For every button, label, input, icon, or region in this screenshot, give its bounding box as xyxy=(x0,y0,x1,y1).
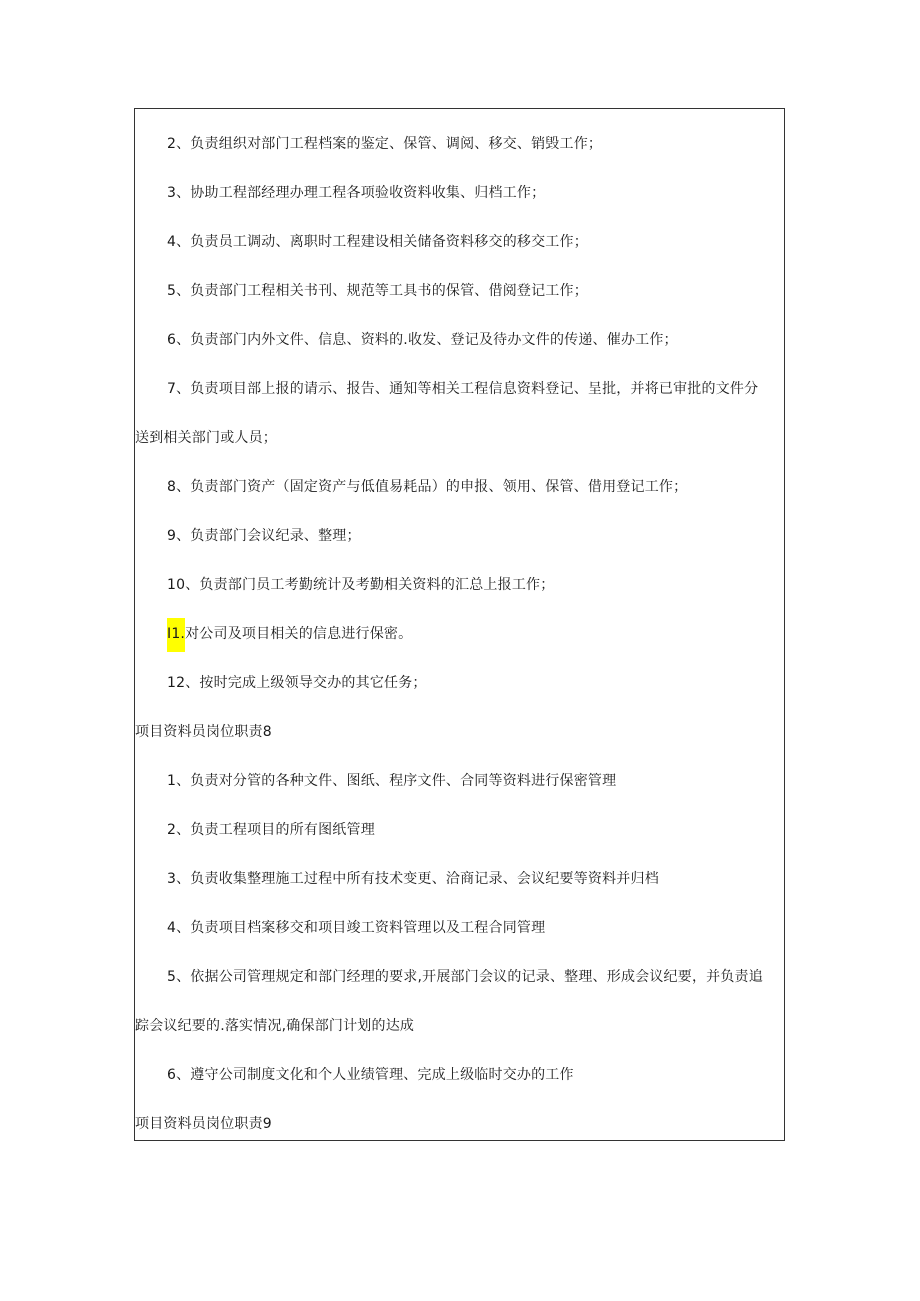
duty-8-item-5-continuation: 踪会议纪要的.落实情况,确保部门计划的达成 xyxy=(135,1018,415,1034)
duty-item-7-continuation: 送到相关部门或人员； xyxy=(135,430,277,446)
duty-8-item-4: 4、负责项目档案移交和项目竣工资料管理以及工程合同管理 xyxy=(167,920,546,936)
duty-item-12: 12、按时完成上级领导交办的其它任务； xyxy=(167,675,427,691)
duty-item-9: 9、负责部门会议纪录、整理； xyxy=(167,528,361,544)
duty-item-7: 7、负责项目部上报的请示、报告、通知等相关工程信息资料登记、呈批，并将已审批的文件分 xyxy=(167,381,759,397)
duty-8-item-5: 5、依据公司管理规定和部门经理的要求,开展部门会议的记录、整理、形成会议纪要，并负责追 xyxy=(167,969,763,985)
duty-8-item-3: 3、负责收集整理施工过程中所有技术变更、洽商记录、会议纪要等资料并归档 xyxy=(167,871,659,887)
duty-item-11-text: 对公司及项目相关的信息进行保密。 xyxy=(185,626,413,642)
duty-item-10: 10、负责部门员工考勤统计及考勤相关资料的汇总上报工作； xyxy=(167,577,555,593)
highlighted-number: I1. xyxy=(167,618,185,652)
duty-item-3: 3、协助工程部经理办理工程各项验收资料收集、归档工作； xyxy=(167,185,546,201)
duty-8-item-6: 6、遵守公司制度文化和个人业绩管理、完成上级临时交办的工作 xyxy=(167,1067,574,1083)
duty-8-item-2: 2、负责工程项目的所有图纸管理 xyxy=(167,822,375,838)
duty-item-2: 2、负责组织对部门工程档案的鉴定、保管、调阅、移交、销毁工作； xyxy=(167,136,603,152)
duty-8-item-1: 1、负责对分管的各种文件、图纸、程序文件、合同等资料进行保密管理 xyxy=(167,773,617,789)
duty-item-5: 5、负责部门工程相关书刊、规范等工具书的保管、借阅登记工作； xyxy=(167,283,588,299)
duty-item-4: 4、负责员工调动、离职时工程建设相关储备资料移交的移交工作； xyxy=(167,234,588,250)
duty-item-8: 8、负责部门资产（固定资产与低值易耗品）的申报、领用、保管、借用登记工作； xyxy=(167,479,688,495)
duty-item-6: 6、负责部门内外文件、信息、资料的.收发、登记及待办文件的传递、催办工作； xyxy=(167,332,678,348)
section-heading-9: 项目资料员岗位职责9 xyxy=(135,1116,272,1132)
section-heading-8: 项目资料员岗位职责8 xyxy=(135,724,272,740)
duty-item-11 xyxy=(167,624,412,644)
